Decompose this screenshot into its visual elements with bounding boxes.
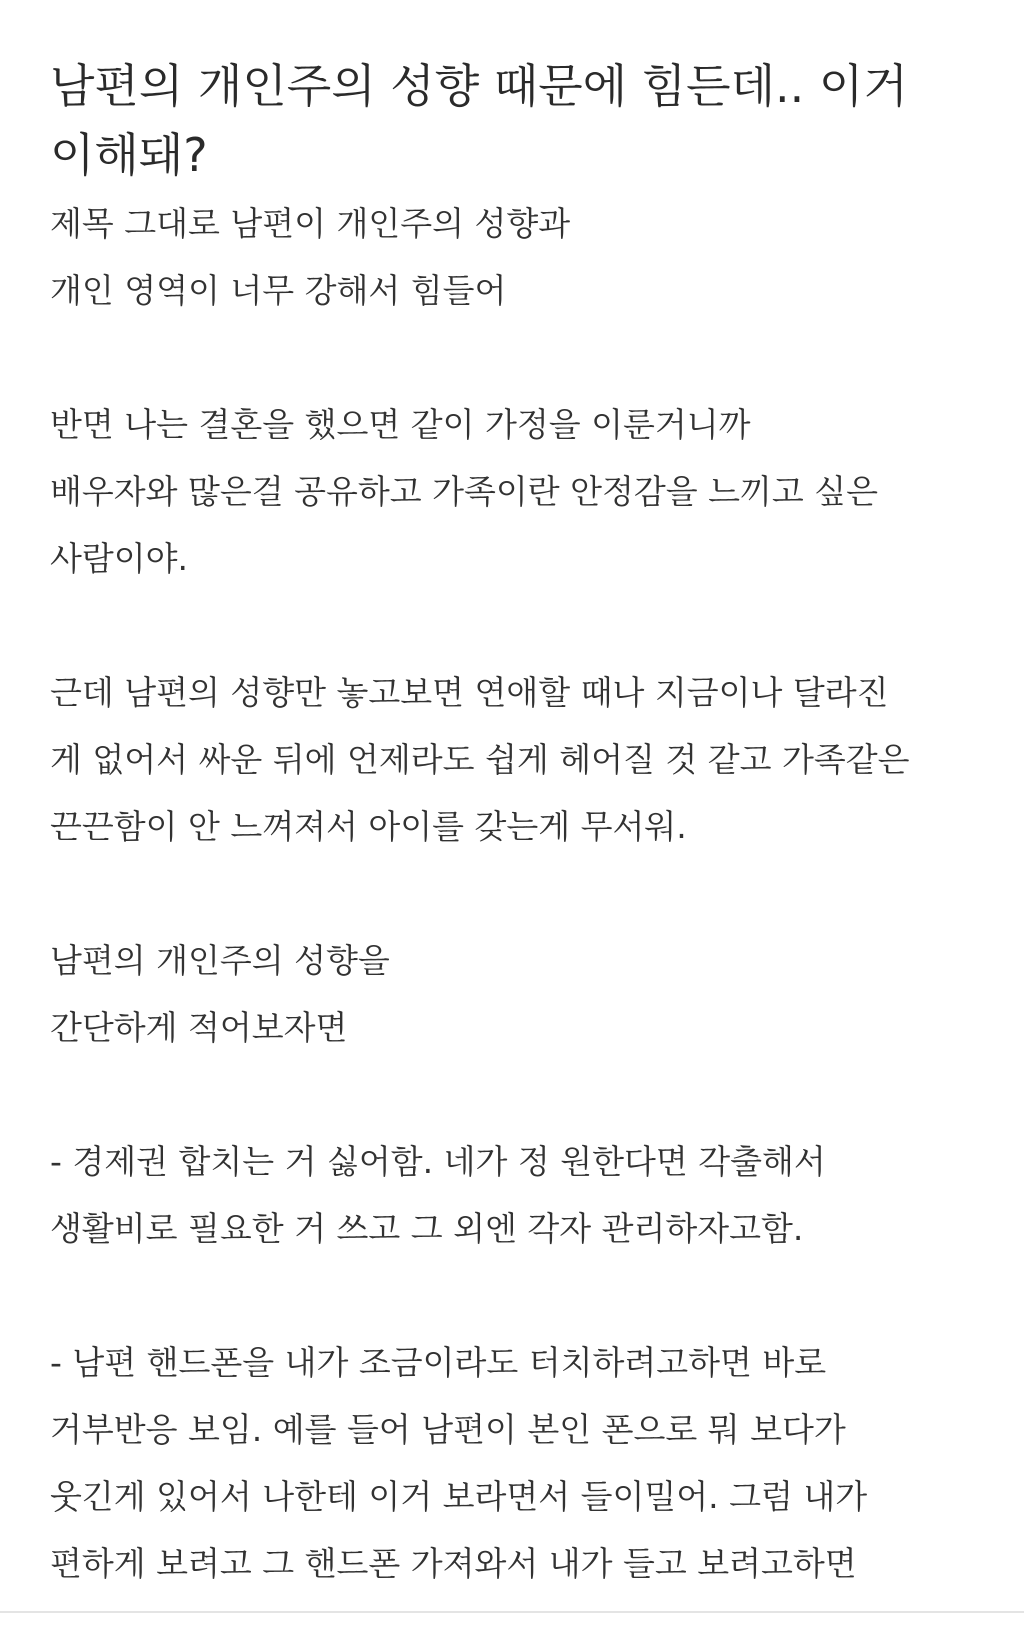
- post-title: [50, 52, 990, 190]
- paragraph: [50, 391, 990, 592]
- post-title-line: 이해돼?: [50, 128, 208, 182]
- paragraph-spacer: [50, 860, 990, 927]
- body-line: 남편의 개인주의 성향을: [50, 941, 390, 980]
- post-body: [50, 190, 990, 1597]
- body-line: 배우자와 많은걸 공유하고 가족이란 안정감을 느끼고 싶은: [50, 472, 879, 511]
- body-line: - 남편 핸드폰을 내가 조금이라도 터치하려고하면 바로: [50, 1343, 827, 1382]
- body-line: 사람이야.: [50, 539, 189, 578]
- paragraph-spacer: [50, 324, 990, 391]
- paragraph-spacer: [50, 1262, 990, 1329]
- list-item: [50, 1128, 990, 1262]
- paragraph: [50, 659, 990, 860]
- paragraph-spacer: [50, 592, 990, 659]
- body-line: 생활비로 필요한 거 쓰고 그 외엔 각자 관리하자고함.: [50, 1209, 804, 1248]
- body-line: 제목 그대로 남편이 개인주의 성향과: [50, 204, 571, 243]
- body-line: 끈끈함이 안 느껴져서 아이를 갖는게 무서워.: [50, 807, 687, 846]
- post-content: [50, 52, 990, 1597]
- paragraph: [50, 190, 990, 324]
- paragraph: [50, 927, 990, 1061]
- body-line: 간단하게 적어보자면: [50, 1008, 348, 1047]
- body-line: - 경제권 합치는 거 싫어함. 네가 정 원한다면 각출해서: [50, 1142, 826, 1181]
- body-line: 근데 남편의 성향만 놓고보면 연애할 때나 지금이나 달라진: [50, 673, 889, 712]
- body-line: 게 없어서 싸운 뒤에 언제라도 쉽게 헤어질 것 같고 가족같은: [50, 740, 910, 779]
- body-line: 반면 나는 결혼을 했으면 같이 가정을 이룬거니까: [50, 405, 751, 444]
- paragraph-spacer: [50, 1061, 990, 1128]
- list-item: [50, 1329, 990, 1597]
- body-line: 웃긴게 있어서 나한테 이거 보라면서 들이밀어. 그럼 내가: [50, 1477, 868, 1516]
- body-line: 개인 영역이 너무 강해서 힘들어: [50, 271, 507, 310]
- post-title-line: 남편의 개인주의 성향 때문에 힘든데.. 이거: [50, 59, 908, 113]
- body-line: 거부반응 보임. 예를 들어 남편이 본인 폰으로 뭐 보다가: [50, 1410, 846, 1449]
- bottom-divider: [0, 1611, 1024, 1613]
- body-line: 편하게 보려고 그 핸드폰 가져와서 내가 들고 보려고하면: [50, 1544, 857, 1583]
